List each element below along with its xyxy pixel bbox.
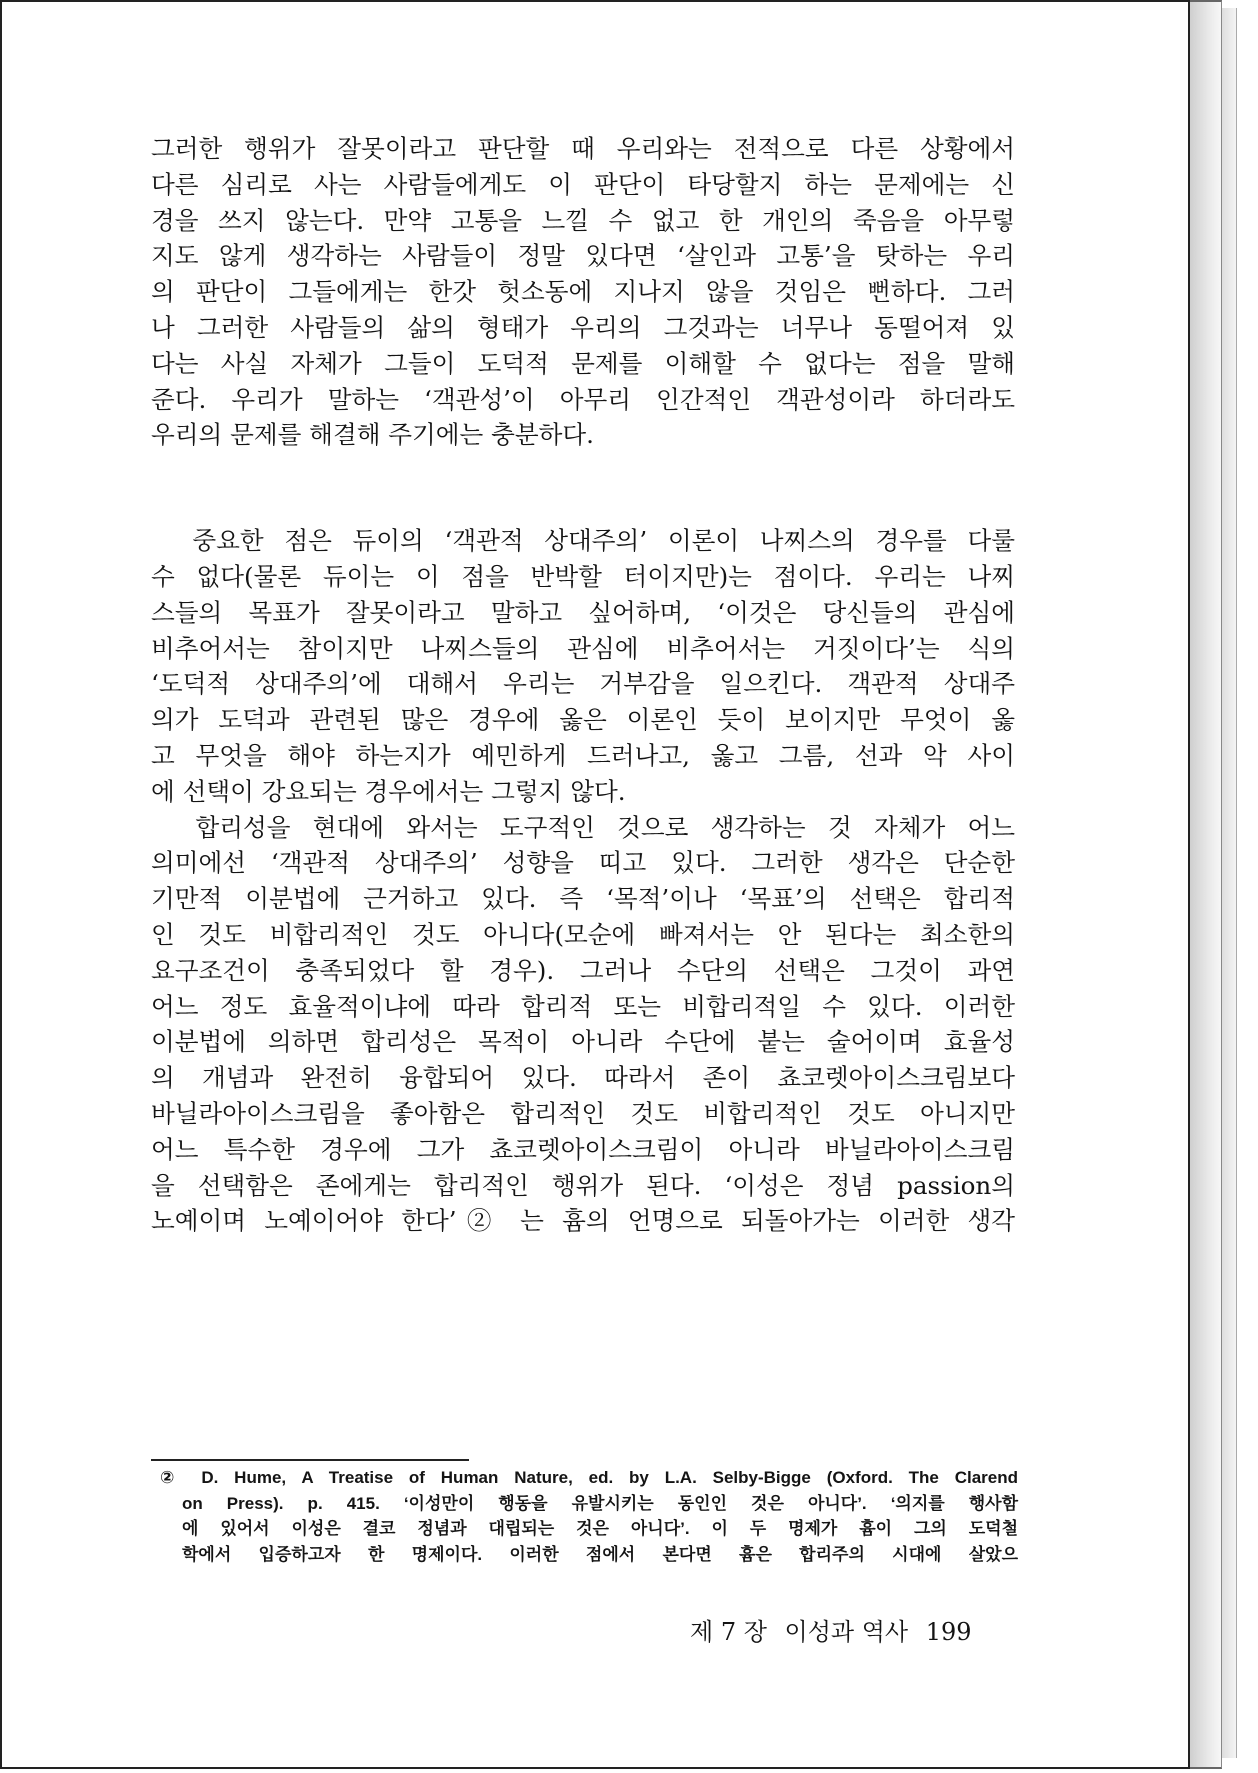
paragraph-2: [151, 523, 1015, 809]
text-line: 인 것도 비합리적인 것도 아니다(모순에 빠져서는 안 된다는 최소한의: [151, 919, 1015, 949]
text-line: 요구조건이 충족되었다 할 경우). 그러나 수단의 선택은 그것이 과연: [151, 955, 1015, 985]
text-line: 바닐라아이스크림을 좋아함은 합리적인 것도 비합리적인 것도 아니지만: [151, 1098, 1015, 1128]
text-line: 의 판단이 그들에게는 한갓 헛소동에 지나지 않을 것임은 뻔하다. 그러: [151, 277, 1015, 307]
text-line: 을 선택함은 존에게는 합리적인 행위가 된다. ‘이성은 정념 passion의: [151, 1170, 1015, 1200]
text-line: 합리성을 현대에 와서는 도구적인 것으로 생각하는 것 자체가 어느: [151, 812, 1015, 842]
footnote-line: 에 있어서 이성은 결코 정념과 대립되는 것은 아니다’. 이 두 명제가 흄이 그의 도덕철: [182, 1519, 1018, 1539]
chapter-label: 제 7 장: [690, 1618, 767, 1646]
page-stack-edge: [1222, 8, 1237, 1758]
footnote-line: ② D. Hume, A Treatise of Human Nature, ed. by L.A. Selby-Bigge (Oxford. The Clarend: [160, 1468, 1018, 1487]
text-line: 의미에선 ‘객관적 상대주의’ 성향을 띠고 있다. 그러한 생각은 단순한: [151, 848, 1015, 878]
text-line: ‘도덕적 상대주의’에 대해서 우리는 거부감을 일으킨다. 객관적 상대주: [151, 669, 1015, 699]
text-line: 나 그러한 사람들의 삶의 형태가 우리의 그것과는 너무나 동떨어져 있: [151, 312, 1015, 342]
footnote-line: 학에서 입증하고자 한 명제이다. 이러한 점에서 본다면 흄은 합리주의 시대에 살았으: [182, 1544, 1018, 1564]
body-text: [151, 131, 1015, 1239]
text-line: 비추어서는 참이지만 나찌스들의 관심에 비추어서는 거짓이다’는 식의: [151, 633, 1015, 663]
text-line: 에 선택이 강요되는 경우에서는 그렇지 않다.: [151, 776, 626, 806]
text-line: 중요한 점은 듀이의 ‘객관적 상대주의’ 이론이 나찌스의 경우를 다룰: [151, 526, 1015, 556]
text-line: 다는 사실 자체가 그들이 도덕적 문제를 이해할 수 없다는 점을 말해: [151, 348, 1015, 378]
text-line: 어느 특수한 경우에 그가 쵸코렛아이스크림이 아니라 바닐라아이스크림: [151, 1134, 1015, 1164]
running-footer: [690, 1612, 982, 1647]
text-line: 그러한 행위가 잘못이라고 판단할 때 우리와는 전적으로 다른 상황에서: [151, 134, 1015, 163]
text-line: 고 무엇을 해야 하는지가 예민하게 드러나고, 옳고 그름, 선과 악 사이: [151, 740, 1015, 770]
text-line: 어느 정도 효율적이냐에 따라 합리적 또는 비합리적일 수 있다. 이러한: [151, 991, 1015, 1021]
page-edge: [1190, 0, 1222, 1769]
paragraph-3: [151, 810, 1015, 1240]
text-line: 의 개념과 완전히 융합되어 있다. 따라서 존이 쵸코렛아이스크림보다: [151, 1063, 1015, 1093]
text-line: 스들의 목표가 잘못이라고 말하고 싶어하며, ‘이것은 당신들의 관심에: [151, 597, 1015, 627]
text-line: 경을 쓰지 않는다. 만약 고통을 느낄 수 없고 한 개인의 죽음을 아무렇: [151, 205, 1015, 235]
paragraph-1: [151, 131, 1015, 453]
text-line: 다른 심리로 사는 사람들에게도 이 판단이 타당할지 하는 문제에는 신: [151, 169, 1015, 199]
paragraph-spacer: [151, 453, 1015, 523]
page-number: 199: [925, 1618, 972, 1646]
text-line: 기만적 이분법에 근거하고 있다. 즉 ‘목적’이나 ‘목표’의 선택은 합리적: [151, 884, 1015, 914]
footnote-line: on Press). p. 415. ‘이성만이 행동을 유발시키는 동인인 것은 아니다’. ‘의지를 행사함: [182, 1493, 1018, 1513]
text-line: 이분법에 의하면 합리성은 목적이 아니라 수단에 붙는 술어이며 효율성: [151, 1027, 1015, 1057]
text-line: 수 없다(물론 듀이는 이 점을 반박할 터이지만)는 점이다. 우리는 나찌: [151, 561, 1015, 591]
text-line: 준다. 우리가 말하는 ‘객관성’이 아무리 인간적인 객관성이라 하더라도: [151, 384, 1015, 414]
footnote-divider: [151, 1459, 469, 1461]
footnote: [160, 1465, 1018, 1567]
text-line: 의가 도덕과 관련된 많은 경우에 옳은 이론인 듯이 보이지만 무엇이 옳: [151, 705, 1015, 735]
text-line: 노예이며 노예이어야 한다’② 는 흄의 언명으로 되돌아가는 이러한 생각: [151, 1206, 1015, 1236]
chapter-title: 이성과 역사: [784, 1618, 909, 1646]
text-line: 우리의 문제를 해결해 주기에는 충분하다.: [151, 420, 594, 450]
text-line: 지도 않게 생각하는 사람들이 정말 있다면 ‘살인과 고통’을 탓하는 우리: [151, 241, 1015, 271]
